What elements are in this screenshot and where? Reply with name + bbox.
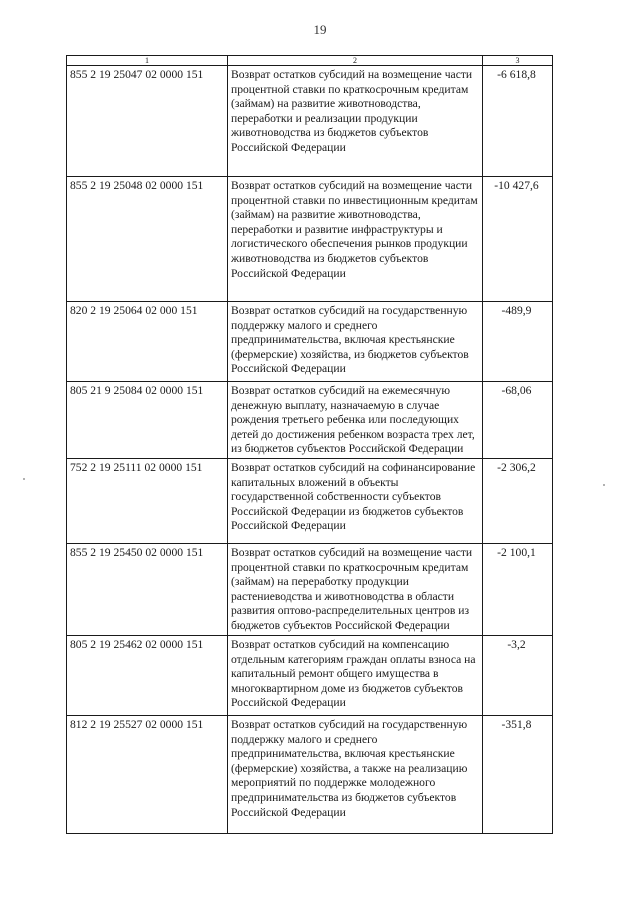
description-cell: Возврат остатков субсидий на государственную поддержку малого и среднего предпринимательства, включая крестьянские (фермерские) хозяйства, из бюджетов субъектов Российской Федерации — [228, 302, 483, 382]
table-row — [67, 382, 553, 459]
budget-code-cell: 855 2 19 25450 02 0000 151 — [67, 544, 228, 636]
amount-cell: -6 618,8 — [483, 66, 553, 177]
table-row — [67, 177, 553, 302]
budget-table — [66, 55, 553, 834]
budget-code-cell: 812 2 19 25527 02 0000 151 — [67, 716, 228, 834]
table-row — [67, 544, 553, 636]
budget-code-cell: 805 21 9 25084 02 0000 151 — [67, 382, 228, 459]
budget-code-cell: 855 2 19 25048 02 0000 151 — [67, 177, 228, 302]
description-cell: Возврат остатков субсидий на софинансирование капитальных вложений в объекты государственной собственности субъектов Российской Федерации из бюджетов субъектов Российской Федерации — [228, 459, 483, 544]
scan-speck — [23, 478, 25, 480]
budget-code-cell: 855 2 19 25047 02 0000 151 — [67, 66, 228, 177]
budget-code-cell: 752 2 19 25111 02 0000 151 — [67, 459, 228, 544]
amount-cell: -351,8 — [483, 716, 553, 834]
description-cell: Возврат остатков субсидий на возмещение части процентной ставки по краткосрочным кредитам (займам) на развитие животноводства, переработки и реализации продукции животноводства из бюджетов субъектов Российской Федерации — [228, 66, 483, 177]
table-row — [67, 636, 553, 716]
description-cell: Возврат остатков субсидий на государственную поддержку малого и среднего предпринимательства, включая крестьянские (фермерские) хозяйства, а также на реализацию мероприятий по поддержке молодежного предпринимательства из бюджетов субъектов Российской Федерации — [228, 716, 483, 834]
amount-cell: -2 100,1 — [483, 544, 553, 636]
budget-code-cell: 820 2 19 25064 02 000 151 — [67, 302, 228, 382]
column-header-description: 2 — [228, 56, 483, 66]
scan-speck — [603, 484, 605, 486]
column-header-code: 1 — [67, 56, 228, 66]
amount-cell: -10 427,6 — [483, 177, 553, 302]
description-cell: Возврат остатков субсидий на возмещение части процентной ставки по краткосрочным кредитам (займам) на переработку продукции растениеводства и животноводства в области развития оптово-распределительных центров из бюджетов субъектов Российской Федерации — [228, 544, 483, 636]
description-cell: Возврат остатков субсидий на возмещение части процентной ставки по инвестиционным кредитам (займам) на развитие животноводства, переработки и развитие инфраструктуры и логистического обеспечения рынков продукции животноводства из бюджетов субъектов Российской Федерации — [228, 177, 483, 302]
table-row — [67, 66, 553, 177]
table-row — [67, 716, 553, 834]
column-header-amount: 3 — [483, 56, 553, 66]
description-cell: Возврат остатков субсидий на компенсацию отдельным категориям граждан оплаты взноса на капитальный ремонт общего имущества в многоквартирном доме из бюджетов субъектов Российской Федерации — [228, 636, 483, 716]
amount-cell: -489,9 — [483, 302, 553, 382]
budget-code-cell: 805 2 19 25462 02 0000 151 — [67, 636, 228, 716]
description-cell: Возврат остатков субсидий на ежемесячную денежную выплату, назначаемую в случае рождения третьего ребенка или последующих детей до достижения ребенком возраста трех лет, из бюджетов субъектов Российской Федерации — [228, 382, 483, 459]
table-row — [67, 459, 553, 544]
amount-cell: -2 306,2 — [483, 459, 553, 544]
page-number: 19 — [313, 22, 327, 37]
amount-cell: -68,06 — [483, 382, 553, 459]
header-row — [67, 56, 553, 66]
table-row — [67, 302, 553, 382]
amount-cell: -3,2 — [483, 636, 553, 716]
